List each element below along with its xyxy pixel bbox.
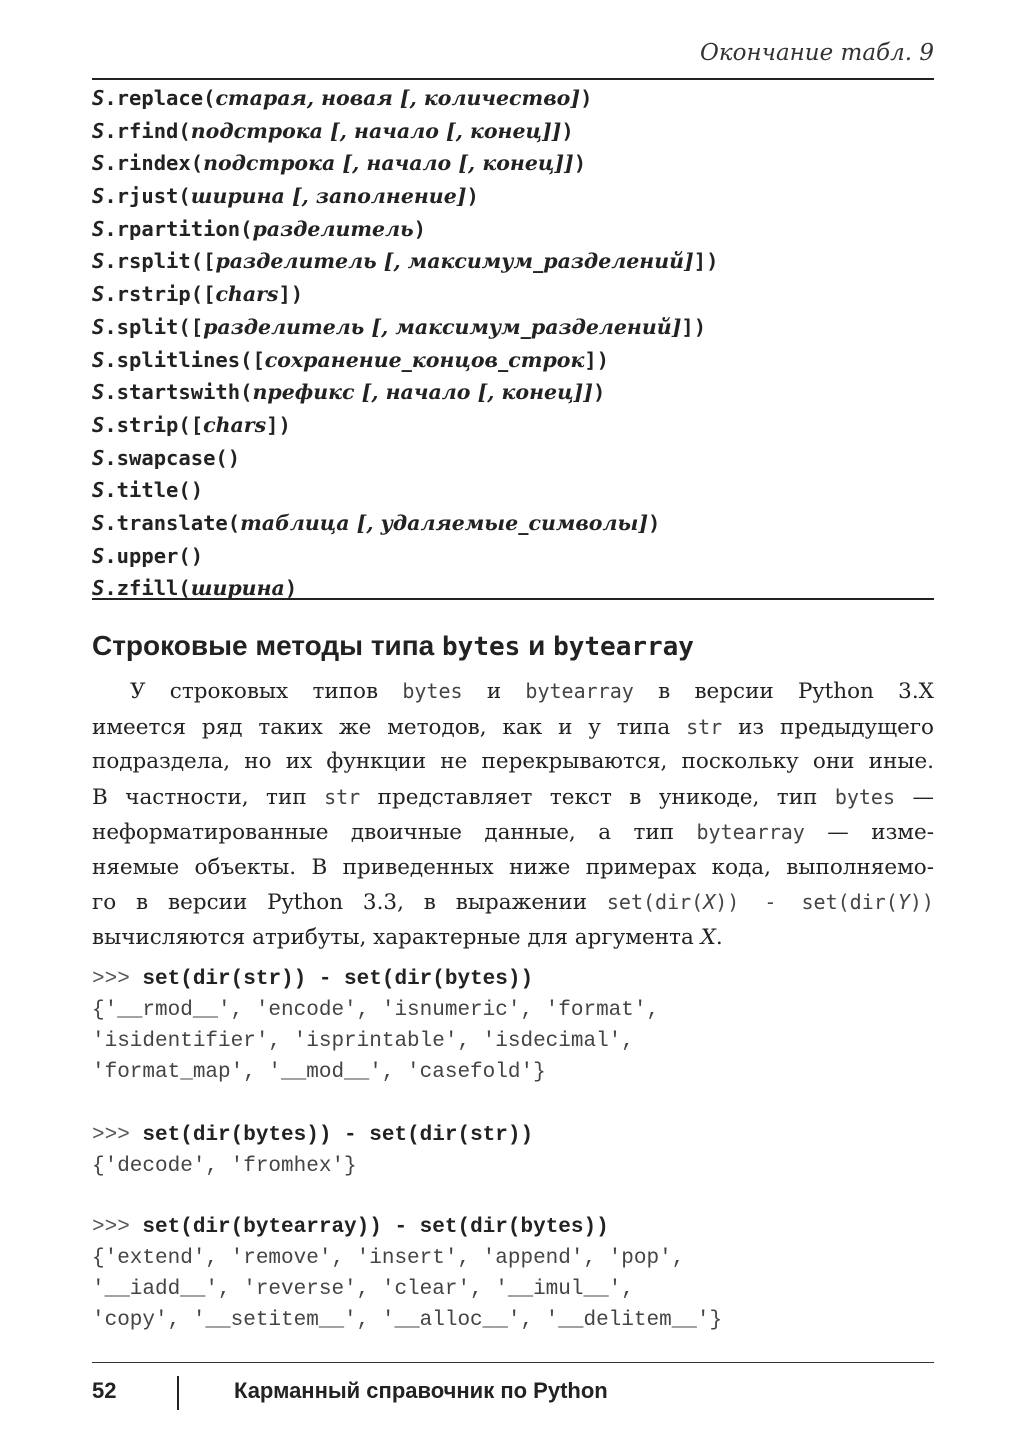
method-object: S	[92, 445, 105, 470]
method-object: S	[92, 510, 105, 535]
inline-code: bytearray	[525, 679, 634, 703]
code-example-1	[92, 964, 934, 1088]
method-upper	[92, 540, 934, 573]
inline-code: str	[324, 784, 361, 809]
method-name: .rpartition(	[104, 216, 253, 241]
text: имеется ряд таких же методов, как и у типа	[92, 714, 687, 740]
method-name: .translate(	[104, 510, 241, 535]
table-bottom-rule	[92, 598, 934, 600]
code-output: {'extend', 'remove', 'insert', 'append', 'pop',	[92, 1247, 685, 1270]
method-rpartition	[92, 213, 934, 246]
text: —	[895, 784, 934, 810]
paragraph-line	[92, 710, 934, 746]
text: — изме-	[804, 820, 935, 845]
method-close: )	[648, 510, 661, 535]
prompt: >>>	[92, 1216, 143, 1239]
inline-code: bytes	[402, 679, 463, 703]
text: вычисляются атрибуты, характерные для аргумента	[92, 924, 701, 950]
method-object: S	[92, 249, 105, 274]
method-rjust	[92, 180, 934, 213]
method-rindex	[92, 147, 934, 180]
method-object: S	[92, 380, 105, 405]
method-zfill	[92, 572, 934, 605]
method-close: )	[413, 216, 426, 241]
paragraph-line	[92, 921, 934, 956]
text: неформатированные двоичные данные, а тип	[92, 820, 697, 845]
method-translate	[92, 507, 934, 540]
method-object: S	[92, 347, 105, 372]
inline-code: bytearray	[696, 820, 805, 844]
method-name: .split([	[104, 314, 204, 339]
method-replace	[92, 82, 934, 115]
method-object: S	[92, 216, 105, 241]
method-close: ])	[584, 347, 610, 372]
prompt: >>>	[92, 968, 143, 991]
heading-code-bytes: bytes	[442, 632, 521, 662]
method-strip	[92, 409, 934, 442]
code-output: '__iadd__', 'reverse', 'clear', '__imul__',	[92, 1278, 634, 1301]
text: .	[715, 924, 723, 950]
method-swapcase	[92, 442, 934, 475]
inline-code: set(dir(	[606, 890, 704, 914]
method-args: таблица [, удаляемые_символы]	[240, 510, 649, 535]
text: В частности, тип	[92, 784, 325, 810]
method-object: S	[92, 478, 105, 503]
method-list	[92, 82, 934, 605]
table-top-rule	[92, 78, 934, 80]
method-name: .rfind(	[104, 118, 191, 143]
body-paragraph	[92, 674, 934, 955]
method-args: сохранение_концов_строк	[264, 347, 585, 372]
code-output: {'decode', 'fromhex'}	[92, 1155, 357, 1178]
method-object: S	[92, 151, 105, 176]
inline-code: )) - set(dir(	[715, 890, 898, 914]
text: У строковых типов	[130, 679, 403, 704]
code-command	[92, 1120, 934, 1151]
inline-code: bytes	[834, 784, 896, 809]
inline-code-var: X	[703, 890, 716, 914]
method-close: ])	[693, 249, 719, 274]
method-args: старая, новая [, количество]	[215, 86, 581, 110]
code-command	[92, 1212, 934, 1243]
method-args: разделитель [, максимум_разделений]	[203, 314, 682, 339]
method-close: )	[573, 151, 587, 176]
paragraph-line	[92, 674, 934, 710]
heading-text: Строковые методы типа	[92, 630, 443, 661]
method-name: .splitlines([	[104, 347, 265, 372]
method-name: .rsplit([	[104, 249, 216, 274]
text: и	[462, 679, 526, 704]
heading-text-and: и	[520, 630, 554, 661]
method-split	[92, 311, 934, 344]
method-name: .upper()	[104, 543, 204, 568]
method-name: .swapcase()	[104, 445, 241, 470]
method-name: .rindex(	[104, 151, 204, 176]
code-output: 'isidentifier', 'isprintable', 'isdecimal',	[92, 1030, 634, 1053]
method-close: )	[580, 86, 593, 110]
italic-var: X	[700, 924, 716, 950]
section-heading	[92, 630, 694, 662]
method-args: ширина [, заполнение]	[190, 184, 467, 209]
method-name: .replace(	[104, 86, 216, 110]
code-output: 'format_map', '__mod__', 'casefold'}	[92, 1061, 546, 1084]
method-args: chars	[215, 282, 279, 307]
method-args: разделитель [, максимум_разделений]	[215, 249, 694, 274]
method-args: подстрока [, начало [, конец]]	[190, 118, 562, 143]
paragraph-line: няемые объекты. В приведенных ниже примерах кода, выполняемо-	[92, 854, 934, 880]
method-name: .startswith(	[104, 380, 253, 405]
prompt: >>>	[92, 1124, 143, 1147]
method-rsplit	[92, 245, 934, 278]
method-startswith	[92, 376, 934, 409]
method-args: chars	[203, 412, 267, 437]
method-object: S	[92, 184, 105, 209]
method-object: S	[92, 543, 105, 568]
page-footer	[92, 1376, 934, 1416]
method-close: )	[592, 380, 606, 405]
method-name: .zfill(	[104, 576, 191, 601]
method-args: разделитель	[252, 216, 414, 241]
method-object: S	[92, 576, 105, 601]
code-example-2	[92, 1120, 934, 1182]
method-args: ширина	[190, 576, 285, 601]
command-text: set(dir(bytes)) - set(dir(str))	[142, 1124, 534, 1147]
method-close: ])	[278, 282, 304, 307]
method-rfind	[92, 115, 934, 148]
method-close: ])	[681, 314, 707, 339]
inline-code: str	[686, 714, 723, 739]
code-command	[92, 964, 934, 995]
text: го в версии Python 3.3, в выражении	[92, 890, 607, 915]
method-close: )	[466, 184, 479, 209]
method-name: .strip([	[104, 412, 204, 437]
method-object: S	[92, 314, 105, 339]
inline-code: ))	[909, 890, 934, 914]
method-name: .rstrip([	[104, 282, 216, 307]
inline-code-var: Y	[897, 890, 910, 914]
table-caption: Окончание табл. 9	[700, 40, 934, 66]
text: представляет текст в уникоде, тип	[360, 784, 835, 810]
code-output: 'copy', '__setitem__', '__alloc__', '__delitem__'}	[92, 1309, 723, 1332]
method-close: )	[561, 118, 574, 143]
method-rstrip	[92, 278, 934, 311]
method-object: S	[92, 282, 105, 307]
method-args: префикс [, начало [, конец]]	[252, 380, 593, 405]
paragraph-line	[92, 815, 934, 851]
footer-separator	[177, 1376, 179, 1410]
heading-code-bytearray: bytearray	[553, 632, 694, 662]
method-object: S	[92, 412, 105, 437]
method-object: S	[92, 118, 105, 143]
book-title: Карманный справочник по Python	[234, 1378, 608, 1403]
command-text: set(dir(str)) - set(dir(bytes))	[142, 968, 534, 991]
method-close: ])	[266, 412, 291, 437]
method-args: подстрока [, начало [, конец]]	[203, 151, 574, 176]
footer-rule	[92, 1362, 934, 1363]
command-text: set(dir(bytearray)) - set(dir(bytes))	[142, 1216, 609, 1239]
code-example-3	[92, 1212, 934, 1336]
text: в версии Python 3.X	[633, 679, 934, 704]
text: из предыдущего	[722, 714, 934, 740]
paragraph-line	[92, 780, 934, 816]
method-title	[92, 474, 934, 507]
page-number: 52	[92, 1378, 117, 1403]
method-splitlines	[92, 344, 934, 377]
paragraph-line: подраздела, но их функции не перекрываются, поскольку они иные.	[92, 749, 934, 774]
method-name: .rjust(	[104, 184, 191, 209]
method-name: .title()	[104, 478, 204, 503]
method-object: S	[92, 86, 105, 110]
code-output: {'__rmod__', 'encode', 'isnumeric', 'format',	[92, 999, 660, 1022]
paragraph-line	[92, 885, 934, 921]
method-close: )	[284, 576, 298, 601]
